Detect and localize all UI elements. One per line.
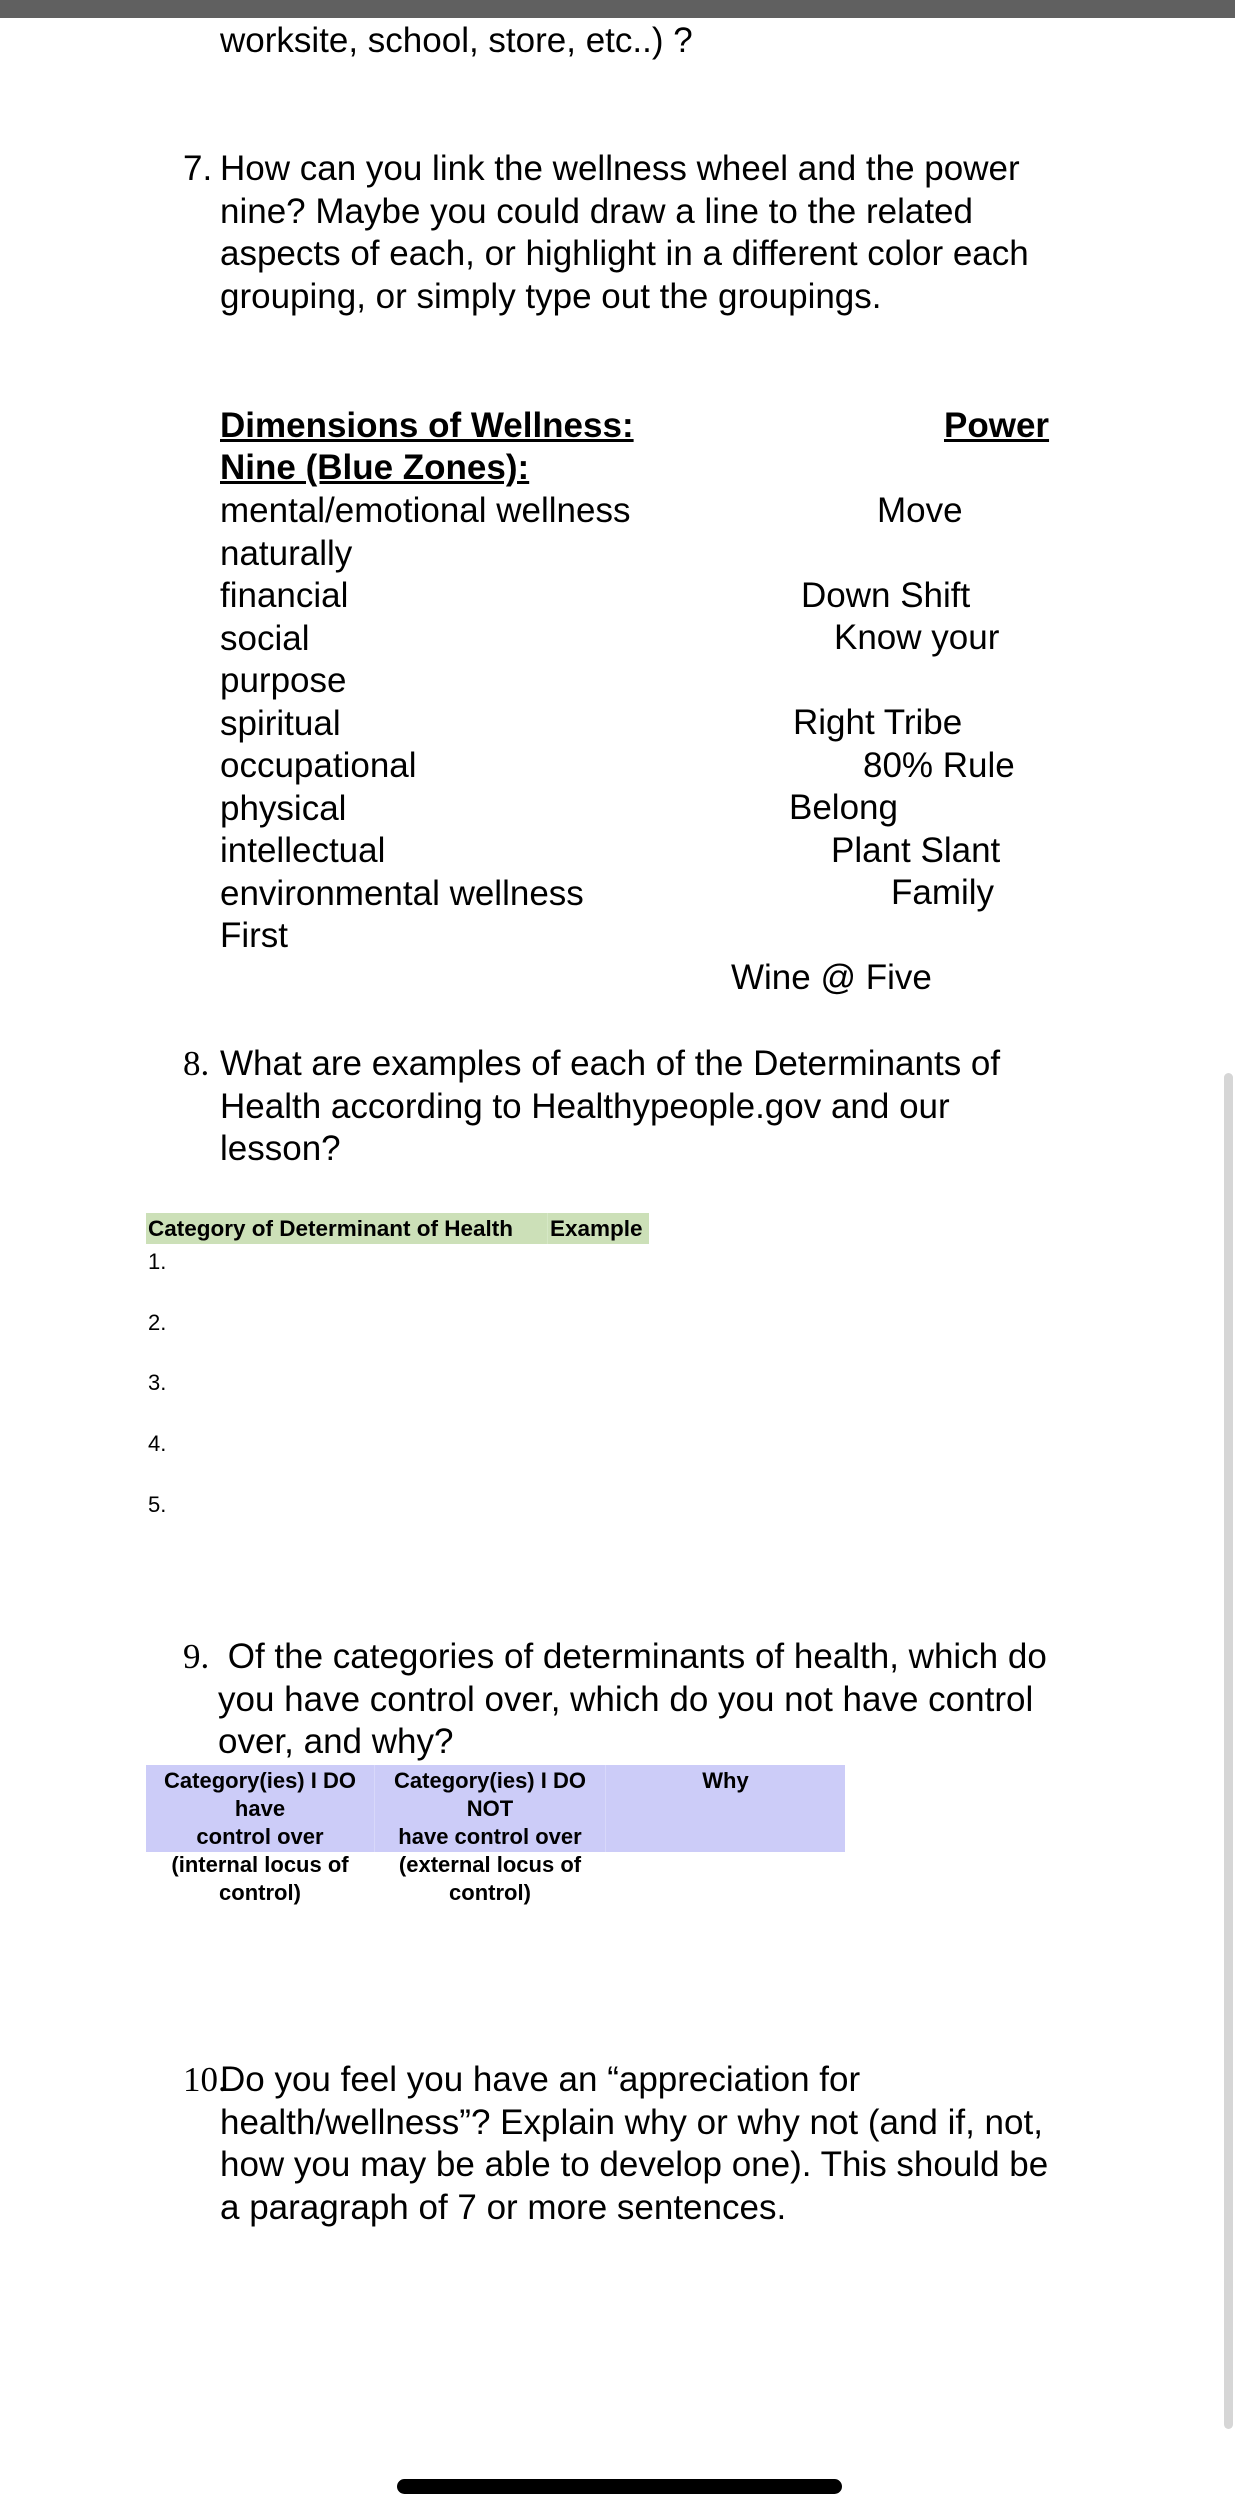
header-line: (internal locus of control) — [171, 1852, 349, 1905]
power-nine-item: Belong — [789, 788, 898, 827]
table-row-number[interactable]: 5. — [148, 1492, 167, 1517]
question-line: grouping, or simply type out the groupings. — [220, 276, 882, 316]
question-line: How can you link the wellness wheel and the power — [220, 149, 1020, 188]
header-why — [606, 1765, 845, 1852]
wellness-dimension-item: First — [220, 916, 289, 955]
wellness-dimension-item: spiritual — [220, 703, 341, 743]
table-row-number[interactable]: 2. — [148, 1310, 167, 1335]
header-line: Category(ies) I DO have — [164, 1768, 356, 1821]
power-nine-item: Right Tribe — [793, 703, 963, 742]
power-nine-item: 80% Rule — [863, 746, 1015, 785]
wellness-dimension-item: occupational — [220, 746, 417, 785]
wellness-dimension-item: social — [220, 618, 310, 658]
power-nine-item: Family — [891, 873, 995, 912]
question-line: you have control over, which do you not have control — [218, 1679, 1034, 1719]
wellness-dimension-item: environmental wellness — [220, 873, 584, 913]
question-line: health/wellness”? Explain why or why not (and if, not, — [220, 2102, 1043, 2142]
header-line: control over — [196, 1824, 324, 1849]
wellness-dimension-item: naturally — [220, 533, 353, 573]
power-nine-item: Plant Slant — [831, 831, 1001, 870]
header-line: Category(ies) I DO NOT — [394, 1768, 586, 1821]
question-line: What are examples of each of the Determinants of — [220, 1044, 1001, 1083]
wellness-dimension-item: financial — [220, 576, 349, 615]
table-row-number[interactable]: 1. — [148, 1249, 167, 1274]
wellness-dimension-list — [220, 490, 630, 958]
question-number: 10. — [183, 2060, 227, 2099]
continued-question-text: worksite, school, store, etc..) ? — [220, 21, 693, 60]
header-line: Why — [702, 1768, 749, 1793]
power-nine-heading: Power — [944, 406, 1050, 445]
question-text — [220, 2059, 1048, 2229]
wellness-dimension-item: intellectual — [220, 831, 386, 870]
power-nine-item: Wine @ Five — [731, 958, 932, 997]
header-external-control — [375, 1765, 606, 1905]
dimensions-of-wellness-heading: Dimensions of Wellness: — [220, 406, 634, 445]
blue-zones-heading: Nine (Blue Zones): — [220, 448, 530, 487]
header-category: Category of Determinant of Health — [146, 1213, 548, 1244]
question-line: a paragraph of 7 or more sentences. — [220, 2187, 787, 2227]
header-example: Example — [550, 1216, 643, 1241]
question-line: over, and why? — [218, 1722, 454, 1761]
determinants-table-header — [146, 1213, 649, 1244]
question-line: Of the categories of determinants of health, which do — [218, 1637, 1047, 1676]
question-text — [220, 148, 1029, 318]
power-nine-item: Know your — [834, 618, 1000, 657]
question-line: aspects of each, or highlight in a different color each — [220, 234, 1029, 273]
home-indicator[interactable] — [397, 2479, 842, 2494]
wellness-dimension-item: physical — [220, 788, 347, 828]
question-number: 8. — [183, 1044, 210, 1083]
power-nine-item: Move — [877, 491, 963, 530]
question-line: Health according to Healthypeople.gov and our — [220, 1086, 950, 1126]
question-text — [220, 1043, 1000, 1171]
header-line: have control over — [398, 1824, 582, 1849]
question-line: lesson? — [220, 1129, 341, 1168]
question-line: how you may be able to develop one). This should be — [220, 2145, 1049, 2184]
question-line: nine? Maybe you could draw a line to the related — [220, 191, 973, 231]
top-status-bar — [0, 0, 1235, 18]
locus-of-control-table-header — [146, 1765, 845, 1905]
header-line: (external locus of control) — [398, 1852, 582, 1905]
wellness-dimension-item: mental/emotional wellness — [220, 491, 631, 530]
question-number: 9. — [183, 1637, 210, 1676]
question-number: 7. — [183, 149, 213, 188]
table-row-number[interactable]: 4. — [148, 1431, 167, 1456]
table-row-number[interactable]: 3. — [148, 1370, 167, 1395]
power-nine-item: Down Shift — [801, 576, 971, 615]
header-internal-control — [146, 1765, 375, 1905]
vertical-scrollbar[interactable] — [1224, 1073, 1233, 2429]
wellness-dimension-item: purpose — [220, 661, 347, 700]
question-line: Do you feel you have an “appreciation for — [220, 2060, 861, 2099]
question-text — [218, 1636, 1047, 1764]
